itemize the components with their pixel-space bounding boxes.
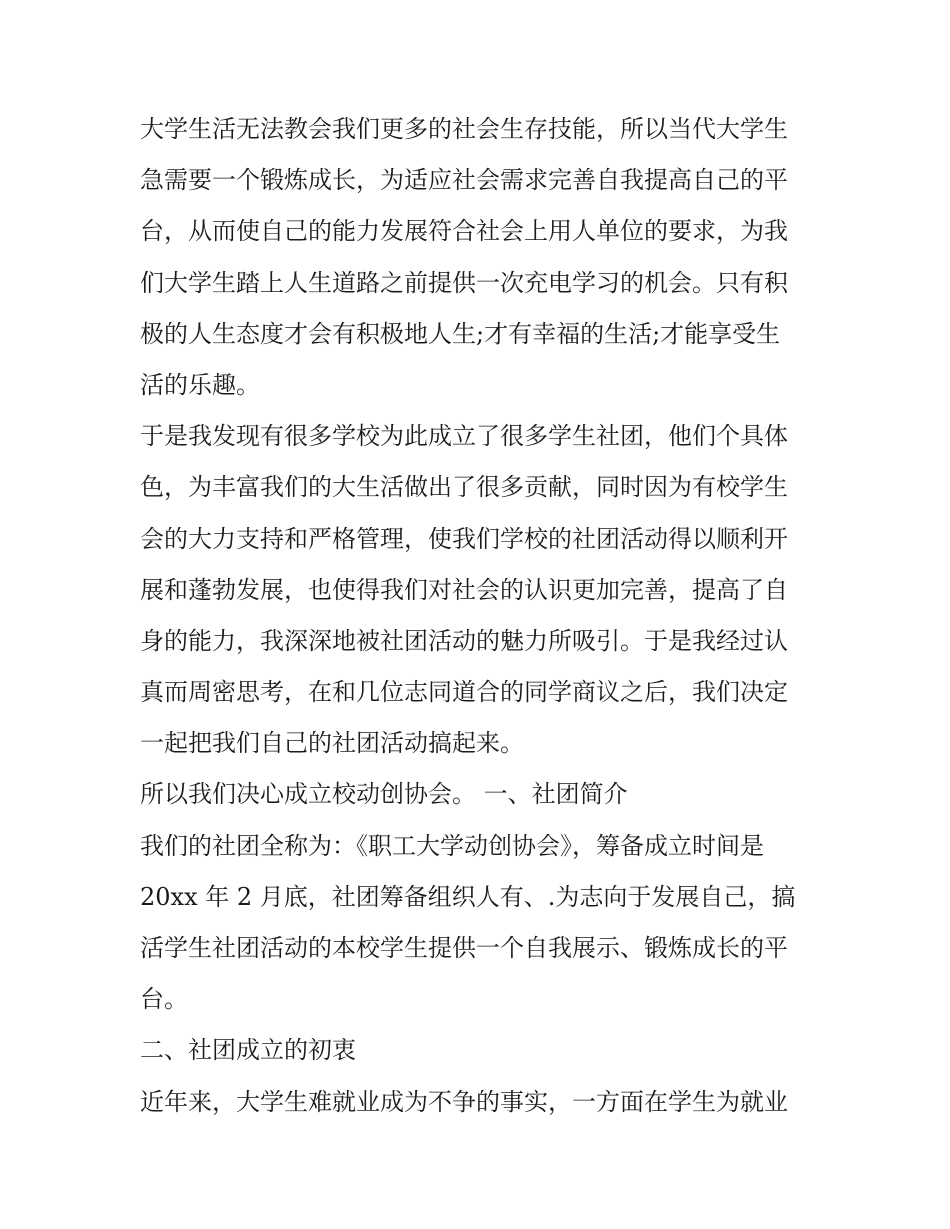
body-text — [140, 104, 820, 1128]
text-line: 大学生活无法教会我们更多的社会生存技能，所以当代大学生 — [140, 115, 788, 143]
text-line: 急需要一个锻炼成长，为适应社会需求完善自我提高自己的平 — [140, 166, 788, 195]
text-line: 20xx 年 2 月底，社团筹备组织人有、.为志向于发展自己，搞 — [140, 882, 796, 911]
text-line: 近年来，大学生难就业成为不争的事实，一方面在学生为就业 — [140, 1087, 788, 1116]
text-line: 台，从而使自己的能力发展符合社会上用人单位的要求，为我 — [140, 217, 788, 246]
text-line: 于是我发现有很多学校为此成立了很多学生社团，他们个具体 — [140, 422, 788, 451]
text-line: 们大学生踏上人生道路之前提供一次充电学习的机会。只有积 — [140, 268, 788, 297]
text-line: 展和蓬勃发展，也使得我们对社会的认识更加完善，提高了自 — [140, 575, 788, 604]
text-line: 极的人生态度才会有积极地人生;才有幸福的生活;才能享受生 — [140, 319, 781, 348]
section-heading: 二、社团成立的初衷 — [140, 1036, 356, 1065]
text-line: 活学生社团活动的本校学生提供一个自我展示、锻炼成长的平 — [140, 934, 788, 962]
text-line: 一起把我们自己的社团活动搞起来。 — [140, 729, 524, 758]
text-line: 身的能力，我深深地被社团活动的魅力所吸引。于是我经过认 — [140, 626, 788, 655]
text-line: 台。 — [140, 985, 188, 1014]
section-heading-line: 所以我们决心成立校动创协会。 一、社团简介 — [140, 780, 628, 809]
text-line: 我们的社团全称为：《职工大学动创协会》，筹备成立时间是 — [140, 831, 764, 860]
text-line: 活的乐趣。 — [140, 370, 260, 399]
text-line: 真而周密思考，在和几位志同道合的同学商议之后，我们决定 — [140, 678, 788, 707]
text-line: 色，为丰富我们的大生活做出了很多贡献，同时因为有校学生 — [140, 473, 788, 502]
text-line: 会的大力支持和严格管理，使我们学校的社团活动得以顺利开 — [140, 524, 788, 553]
